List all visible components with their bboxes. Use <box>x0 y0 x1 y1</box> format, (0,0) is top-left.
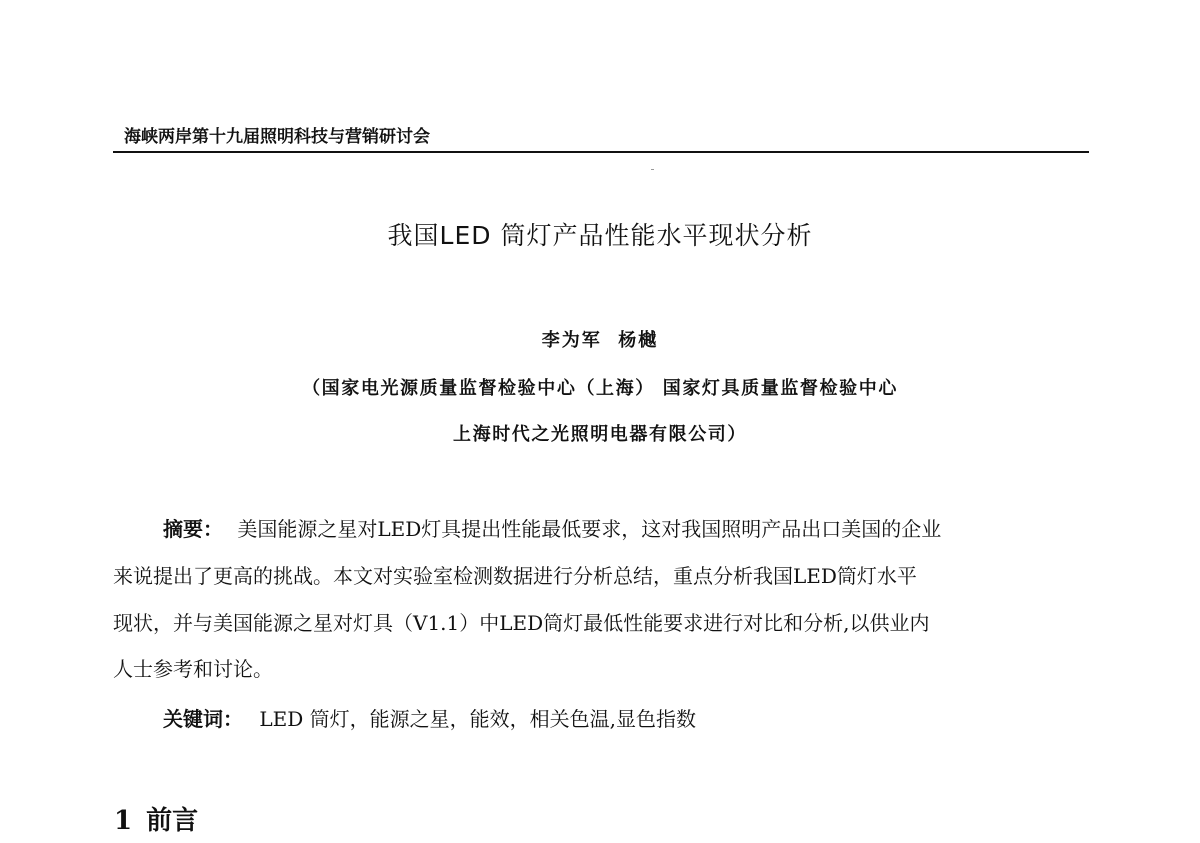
abstract-text-1: 美国能源之星对LED灯具提出性能最低要求，这对我国照明产品出口美国的企业 <box>237 517 942 541</box>
abstract-line-4: 人士参考和讨论。 <box>113 657 273 681</box>
running-header: 海峡两岸第十九届照明科技与营销研讨会 <box>124 127 430 147</box>
keywords-label: 关键词： <box>163 707 243 731</box>
header-rule <box>113 151 1089 153</box>
author-list: 李为军 杨樾 <box>541 330 659 351</box>
section-title: 前言 <box>146 806 199 836</box>
abstract-label: 摘要： <box>163 517 223 541</box>
affiliation-line-2: 上海时代之光照明电器有限公司） <box>453 424 747 445</box>
scan-speck <box>651 169 654 170</box>
section-number: 1 <box>114 806 133 836</box>
abstract-line-1 <box>163 513 1143 542</box>
affiliation-line-1: （国家电光源质量监督检验中心（上海） 国家灯具质量监督检验中心 <box>302 378 898 399</box>
keywords-text: LED 筒灯，能源之星，能效，相关色温,显色指数 <box>259 707 696 731</box>
paper-title: 我国LED 筒灯产品性能水平现状分析 <box>387 221 813 250</box>
abstract-line-2: 来说提出了更高的挑战。本文对实验室检测数据进行分析总结，重点分析我国LED筒灯水平 <box>113 564 917 588</box>
section-heading <box>114 800 198 837</box>
abstract-line-3: 现状，并与美国能源之星对灯具（V1.1）中LED筒灯最低性能要求进行对比和分析,以供业内 <box>113 611 930 635</box>
keywords-line <box>163 703 1143 732</box>
